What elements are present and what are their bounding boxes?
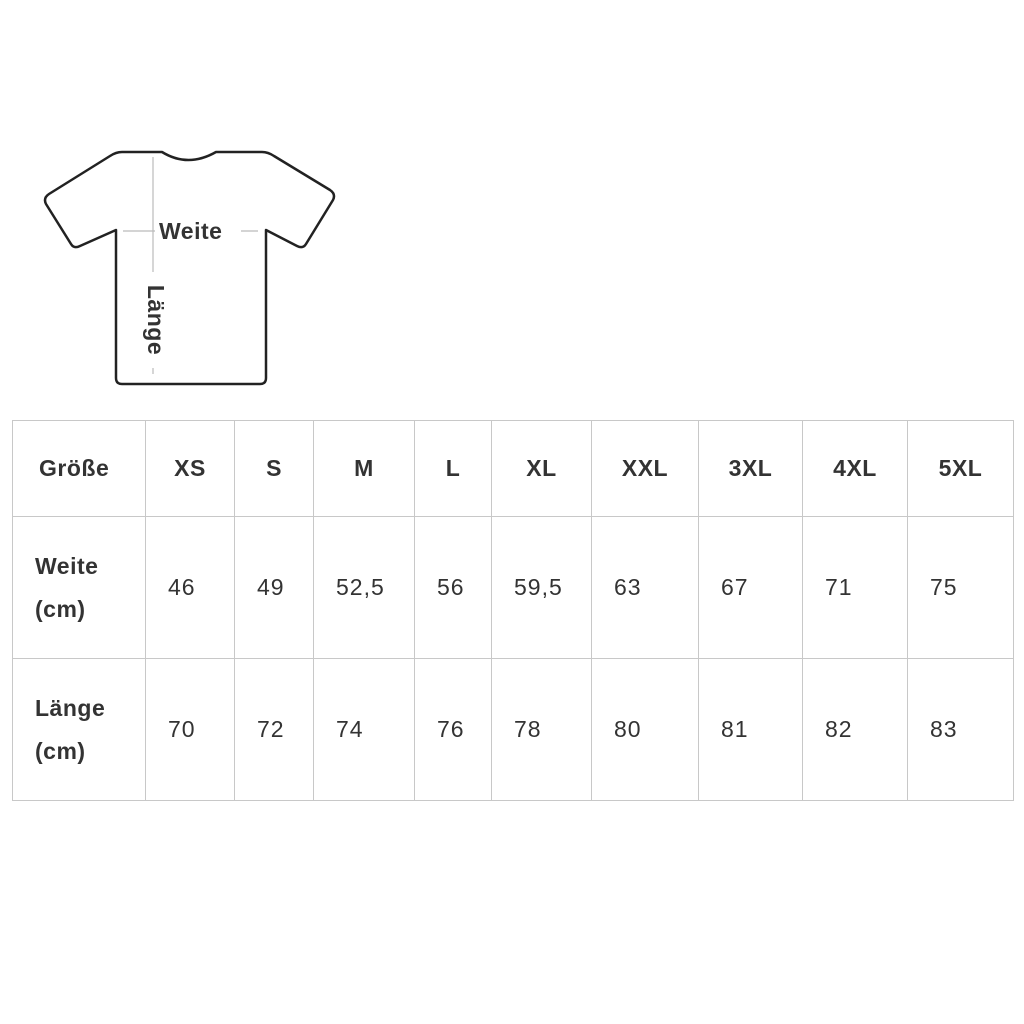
table-cell: 75 [908, 517, 1014, 659]
table-cell: 59,5 [492, 517, 592, 659]
length-label: Länge [143, 284, 169, 356]
size-header-s: S [235, 421, 314, 517]
row-label-width-name: Weite [35, 552, 99, 579]
table-cell: 63 [592, 517, 699, 659]
table-cell: 71 [803, 517, 908, 659]
table-cell: 82 [803, 659, 908, 801]
size-header-m: M [314, 421, 415, 517]
table-cell: 72 [235, 659, 314, 801]
table-cell: 56 [415, 517, 492, 659]
table-cell: 52,5 [314, 517, 415, 659]
table-cell: 76 [415, 659, 492, 801]
row-label-width-unit: (cm) [35, 595, 86, 622]
size-header-xl: XL [492, 421, 592, 517]
row-label-length-unit: (cm) [35, 737, 86, 764]
table-row-length [13, 659, 1014, 801]
size-header-xxl: XXL [592, 421, 699, 517]
tshirt-measurement-diagram [0, 0, 360, 400]
table-cell: 49 [235, 517, 314, 659]
size-header-3xl: 3XL [699, 421, 803, 517]
table-cell: 78 [492, 659, 592, 801]
table-cell: 80 [592, 659, 699, 801]
table-cell: 46 [146, 517, 235, 659]
table-cell: 74 [314, 659, 415, 801]
row-label-length [13, 659, 146, 801]
table-cell: 67 [699, 517, 803, 659]
table-cell: 81 [699, 659, 803, 801]
width-label: Weite [159, 218, 223, 244]
size-header-label: Größe [13, 421, 146, 517]
size-header-4xl: 4XL [803, 421, 908, 517]
size-header-l: L [415, 421, 492, 517]
table-cell: 83 [908, 659, 1014, 801]
table-header-row [13, 421, 1014, 517]
row-label-length-name: Länge [35, 694, 106, 721]
table-cell: 70 [146, 659, 235, 801]
size-header-5xl: 5XL [908, 421, 1014, 517]
tshirt-outline-icon [0, 0, 360, 400]
size-header-xs: XS [146, 421, 235, 517]
size-chart-table [12, 420, 1014, 801]
row-label-width [13, 517, 146, 659]
table-row-width [13, 517, 1014, 659]
tshirt-shape [45, 152, 334, 384]
